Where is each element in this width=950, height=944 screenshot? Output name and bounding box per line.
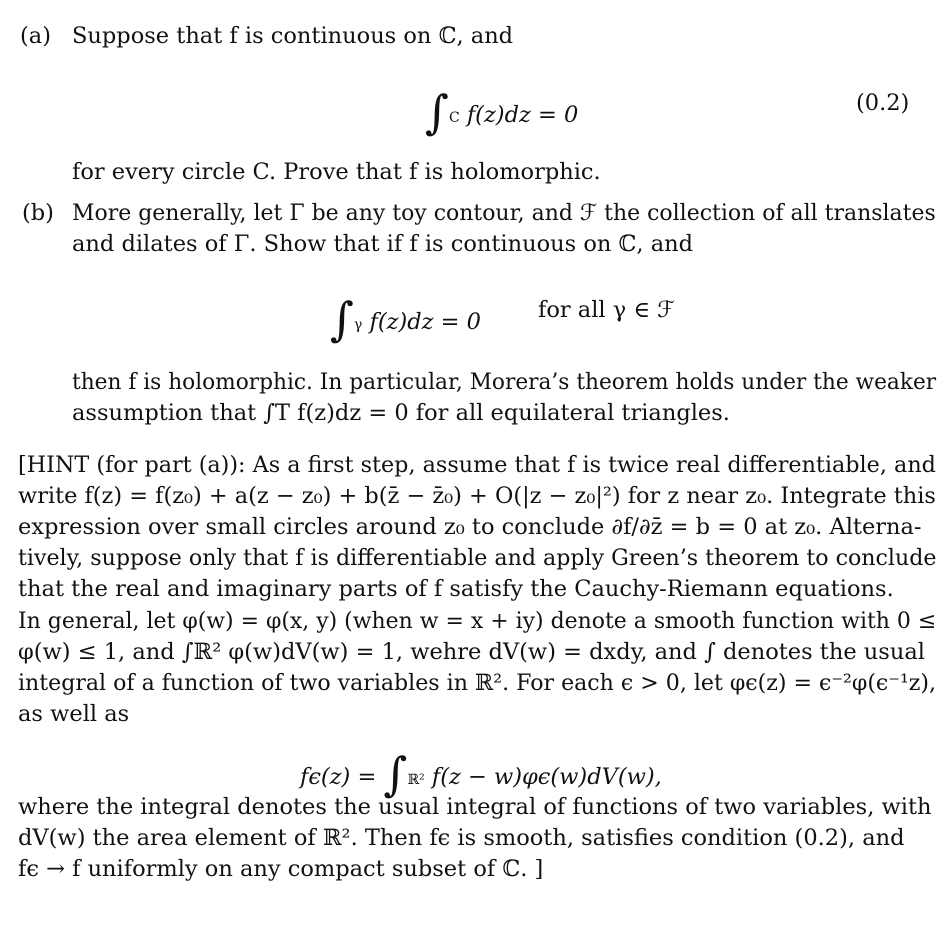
hint-line-3: expression over small circles around z₀ to conclude ∂f/∂z̄ = b = 0 at z₀. Alterna- [18, 514, 922, 540]
part-a-line-2: for every circle C. Prove that f is holomorphic. [72, 159, 601, 185]
part-b-line-3: then f is holomorphic. In particular, Morera’s theorem holds under the weaker [72, 369, 937, 395]
part-b-line-4: assumption that ∫T f(z)dz = 0 for all equilateral triangles. [72, 400, 730, 426]
part-b-line-2: and dilates of Γ. Show that if f is continuous on ℂ, and [72, 231, 694, 257]
hint-line-9: as well as [18, 701, 130, 727]
integral-sign: ∫ [330, 292, 354, 346]
hint-line-8: integral of a function of two variables in ℝ². For each ϵ > 0, let φϵ(z) = ϵ⁻²φ(ϵ⁻¹z), [18, 670, 937, 696]
part-b-label: (b) [22, 200, 54, 226]
part-a-label: (a) [20, 23, 51, 49]
integral-subscript: ℝ² [407, 772, 425, 788]
integral-subscript: γ [353, 317, 363, 333]
part-b-line-1: More generally, let Γ be any toy contour, and ℱ the collection of all translates [72, 200, 936, 226]
hint-line-1: [HINT (for part (a)): As a first step, assume that f is twice real differentiable, and [18, 452, 936, 478]
hint-tail-line-2: dV(w) the area element of ℝ². Then fϵ is smooth, satisfies condition (0.2), and [18, 825, 905, 851]
equation-integrand: f(z − w)φϵ(w)dV(w), [431, 764, 662, 790]
part-b-equation [330, 292, 481, 346]
hint-line-7: φ(w) ≤ 1, and ∫ℝ² φ(w)dV(w) = 1, wehre dV(w) = dxdy, and ∫ denotes the usual [18, 639, 925, 665]
hint-tail-line-1: where the integral denotes the usual integral of functions of two variables, with [18, 794, 932, 820]
equation-body: f(z)dz = 0 [466, 102, 579, 128]
integral-sign: ∫ [425, 85, 449, 139]
integral-sign: ∫ [383, 747, 408, 801]
equation-condition: for all γ ∈ ℱ [538, 297, 675, 323]
integral-subscript: C [448, 110, 460, 126]
hint-line-5: that the real and imaginary parts of f satisfy the Cauchy-Riemann equations. [18, 576, 894, 602]
hint-line-6: In general, let φ(w) = φ(x, y) (when w = x + iy) denote a smooth function with 0 ≤ [18, 608, 937, 634]
hint-tail-line-3: fϵ → f uniformly on any compact subset of ℂ. ] [18, 856, 544, 882]
mollifier-equation [300, 747, 662, 801]
part-a-equation [425, 85, 579, 139]
hint-line-2: write f(z) = f(z₀) + a(z − z₀) + b(z̄ − z̄₀) + O(|z − z₀|²) for z near z₀. Integrate this [18, 483, 936, 509]
hint-line-4: tively, suppose only that f is differentiable and apply Green’s theorem to conclude [18, 545, 937, 571]
part-a-line-1: Suppose that f is continuous on ℂ, and [72, 23, 514, 49]
equation-number: (0.2) [856, 90, 910, 116]
equation-lhs: fϵ(z) = [300, 764, 377, 790]
equation-body: f(z)dz = 0 [369, 309, 481, 335]
